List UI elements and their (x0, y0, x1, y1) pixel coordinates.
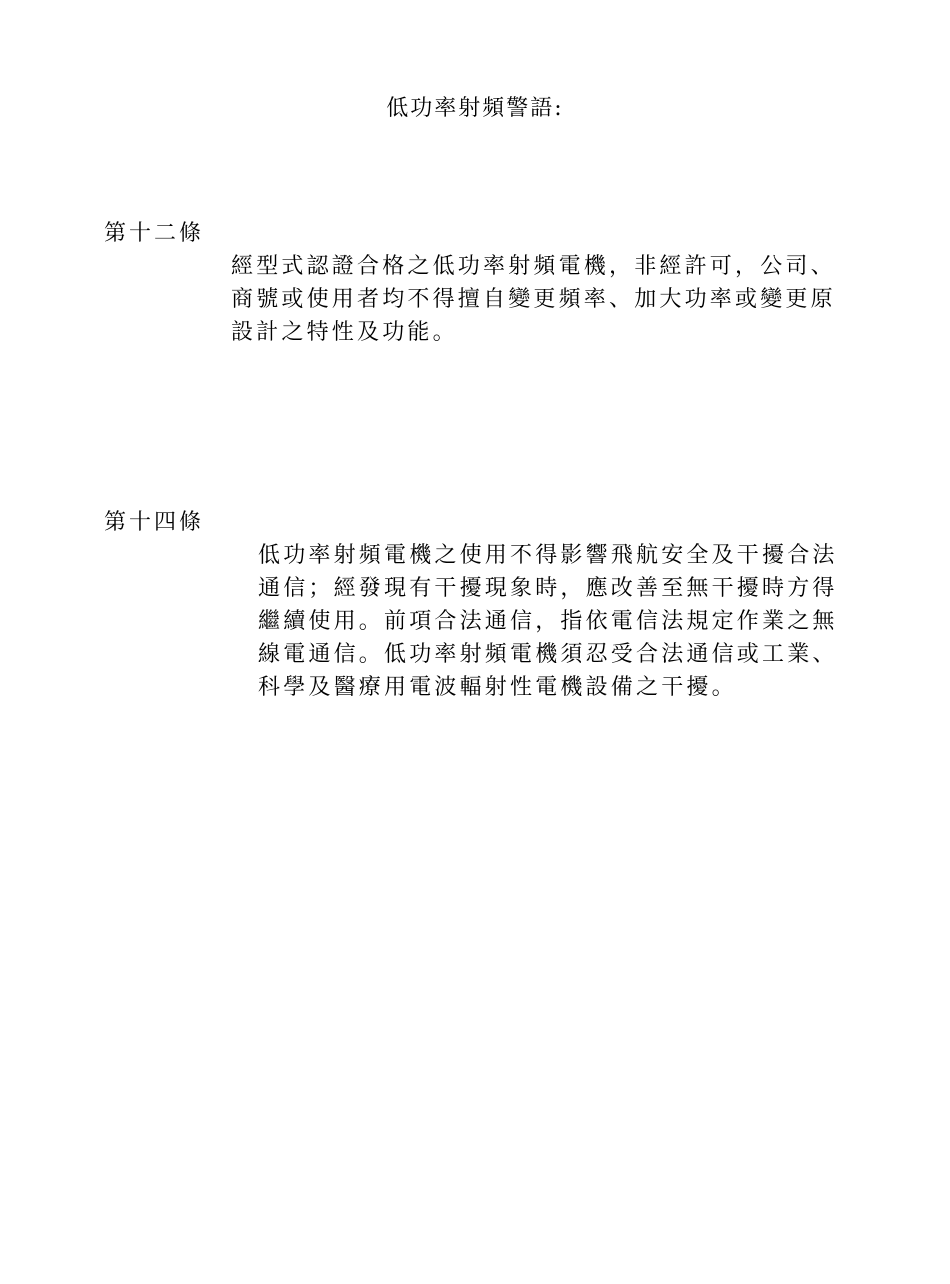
article-12-line-3: 設計之特性及功能。 (231, 320, 458, 345)
article-14-line-3: 繼續使用。前項合法通信，指依電信法規定作業之無 (258, 609, 838, 634)
article-14-line-5: 科學及醫療用電波輻射性電機設備之干擾。 (258, 675, 737, 700)
article-14-line-2: 通信；經發現有干擾現象時，應改善至無干擾時方得 (258, 576, 838, 601)
article-14-heading: 第十四條 (104, 510, 205, 535)
article-12-body (231, 250, 836, 349)
document-title: 低功率射頻警語: (386, 96, 564, 121)
article-14-body (258, 539, 838, 704)
article-12-heading: 第十二條 (104, 221, 205, 246)
article-14-line-1: 低功率射頻電機之使用不得影響飛航安全及干擾合法 (258, 543, 838, 568)
article-12-line-2: 商號或使用者均不得擅自變更頻率、加大功率或變更原 (231, 287, 836, 312)
article-14-line-4: 線電通信。低功率射頻電機須忍受合法通信或工業、 (258, 642, 838, 667)
article-12-line-1: 經型式認證合格之低功率射頻電機，非經許可，公司、 (231, 254, 836, 279)
